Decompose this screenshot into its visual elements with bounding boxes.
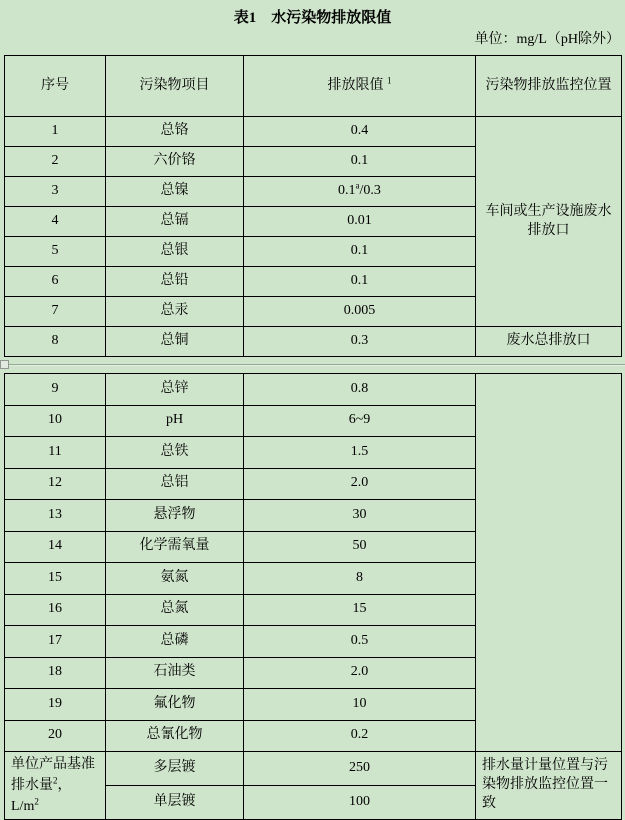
header-label: 序号 [41, 77, 69, 93]
cell-limit: 0.1$^a$/0.3 [244, 177, 476, 207]
table-row [5, 374, 622, 406]
cell-limit: 0.2 [244, 720, 476, 752]
cell-item: 总镉 [106, 207, 244, 237]
cell-no: 1 [5, 117, 106, 147]
cell-item: 悬浮物 [106, 500, 244, 532]
table-lower-body [5, 374, 622, 820]
header-label: 污染物项目 [139, 77, 210, 93]
cell-item: 总铝 [106, 468, 244, 500]
cell-no: 12 [5, 468, 106, 500]
limits-table-lower [4, 373, 622, 820]
cell-limit: 100 [244, 786, 476, 820]
cell-limit: 1.5 [244, 437, 476, 469]
cell-no: 6 [5, 267, 106, 297]
footnote-marker: a [355, 180, 360, 191]
cell-limit: 6~9 [244, 405, 476, 437]
cell-limit: 0.005 [244, 297, 476, 327]
cell-no: 20 [5, 720, 106, 752]
header-cell-limit [244, 56, 476, 117]
cell-limit: 0.3 [244, 327, 476, 357]
limits-table-upper [4, 55, 622, 357]
cell-no: 16 [5, 594, 106, 626]
cell-no: 4 [5, 207, 106, 237]
cell-item: 总汞 [106, 297, 244, 327]
cell-no: 9 [5, 374, 106, 406]
header-cell-no [5, 56, 106, 117]
cell-limit: 0.5 [244, 626, 476, 658]
cell-no: 13 [5, 500, 106, 532]
table-split-handle [0, 360, 9, 369]
cell-item: 总铜 [106, 327, 244, 357]
cell-limit: 8 [244, 563, 476, 595]
cell-limit: 0.4 [244, 117, 476, 147]
table-row [5, 117, 622, 147]
cell-limit: 0.1 [244, 147, 476, 177]
cell-item: 总铬 [106, 117, 244, 147]
cell-item: 总铅 [106, 267, 244, 297]
cell-item: pH [106, 405, 244, 437]
cell-no: 7 [5, 297, 106, 327]
cell-limit: 2.0 [244, 468, 476, 500]
cell-limit: 50 [244, 531, 476, 563]
cell-item: 总氮 [106, 594, 244, 626]
footnote-marker: 1 [387, 74, 392, 85]
table-row [5, 752, 622, 786]
cell-monitor: 车间或生产设施废水排放口 [476, 117, 622, 327]
cell-limit: 0.1 [244, 267, 476, 297]
cell-item: 总磷 [106, 626, 244, 658]
footer-label-cell: 单位产品基准排水量$^2$，$L/m^2$ [5, 752, 106, 820]
cell-item: 总镍 [106, 177, 244, 207]
cell-limit: 2.0 [244, 657, 476, 689]
cell-item: 总氰化物 [106, 720, 244, 752]
table-split-gap [0, 357, 625, 373]
cell-item: 总锌 [106, 374, 244, 406]
cell-item: 氨氮 [106, 563, 244, 595]
header-cell-monitor [476, 56, 622, 117]
cell-no: 19 [5, 689, 106, 721]
page-title: 表1 水污染物排放限值 [233, 10, 392, 26]
split-line-highlight [0, 365, 625, 366]
cell-no: 10 [5, 405, 106, 437]
cell-no: 14 [5, 531, 106, 563]
cell-limit: 15 [244, 594, 476, 626]
cell-limit: 10 [244, 689, 476, 721]
header-cell-item [106, 56, 244, 117]
cell-item: 化学需氧量 [106, 531, 244, 563]
cell-no: 17 [5, 626, 106, 658]
table-upper-body [5, 117, 622, 357]
cell-no: 5 [5, 237, 106, 267]
cell-limit: 250 [244, 752, 476, 786]
cell-no: 18 [5, 657, 106, 689]
cell-no: 15 [5, 563, 106, 595]
cell-no: 3 [5, 177, 106, 207]
cell-item: 氟化物 [106, 689, 244, 721]
footnote-marker: 2 [34, 796, 39, 807]
cell-monitor: 废水总排放口 [476, 327, 622, 357]
cell-item: 多层镀 [106, 752, 244, 786]
header-row [5, 56, 622, 117]
cell-no: 2 [5, 147, 106, 177]
footnote-marker: 2 [53, 775, 58, 786]
cell-item: 六价铬 [106, 147, 244, 177]
cell-limit: 0.1 [244, 237, 476, 267]
header-label: 排放限值 [327, 77, 384, 93]
table-row [5, 327, 622, 357]
cell-monitor: 排水量计量位置与污染物排放监控位置一致 [476, 752, 622, 820]
cell-item: 总铁 [106, 437, 244, 469]
cell-limit: 30 [244, 500, 476, 532]
cell-no: 8 [5, 327, 106, 357]
cell-item: 石油类 [106, 657, 244, 689]
header-label: 污染物排放监控位置 [485, 77, 612, 93]
cell-limit: 0.8 [244, 374, 476, 406]
cell-limit: 0.01 [244, 207, 476, 237]
cell-item: 单层镀 [106, 786, 244, 820]
cell-no: 11 [5, 437, 106, 469]
unit-note: 单位：mg/L（pH除外） [474, 32, 620, 47]
cell-monitor [476, 374, 622, 752]
cell-item: 总银 [106, 237, 244, 267]
